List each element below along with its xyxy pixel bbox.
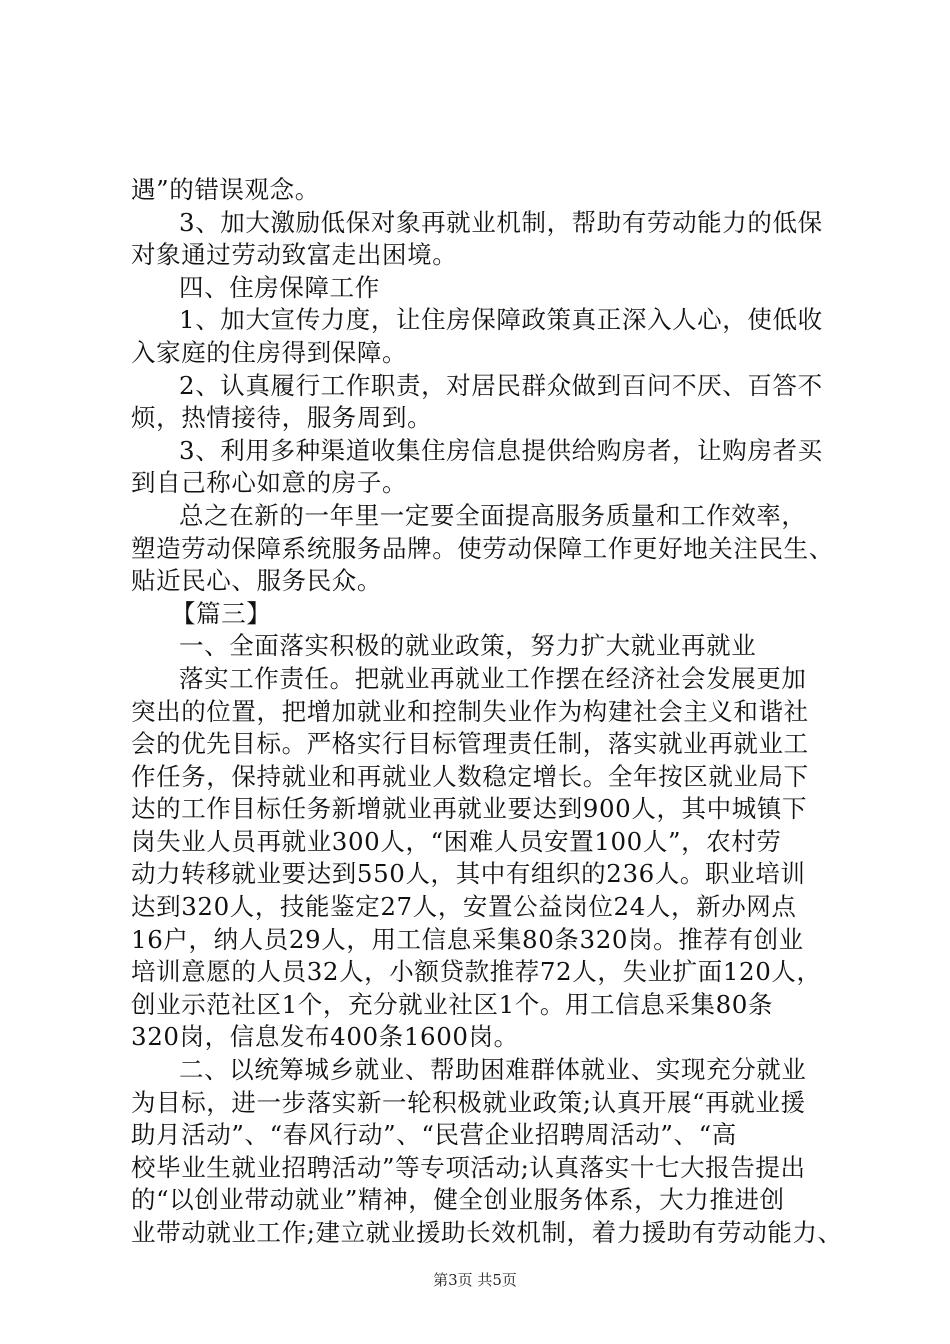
- paragraph-line: 校毕业生就业招聘活动”等专项活动;认真落实十七大报告提出: [131, 1152, 806, 1182]
- page-number-footer: 第3页 共5页: [433, 1271, 517, 1289]
- paragraph-line: 岗失业人员再就业300人，“困难人员安置100人”，农村劳: [131, 826, 782, 856]
- paragraph-line: 落实工作责任。把就业再就业工作摆在经济社会发展更加: [179, 663, 807, 693]
- paragraph-line: 达到320人，技能鉴定27人，安置公益岗位24人，新办网点: [131, 892, 797, 922]
- paragraph-line: 到自己称心如意的房子。: [131, 468, 408, 498]
- section-title: 【篇三】: [171, 598, 272, 628]
- section-heading: 四、住房保障工作: [179, 272, 380, 302]
- paragraph-line: 业带动就业工作;建立就业援助长效机制，着力援助有劳动能力、: [131, 1218, 843, 1247]
- paragraph-line: 突出的位置，把增加就业和控制失业作为构建社会主义和谐社: [131, 696, 809, 726]
- paragraph-line: 培训意愿的人员32人，小额贷款推荐72人，失业扩面120人，: [131, 957, 822, 987]
- paragraph-line: 会的优先目标。严格实行目标管理责任制，落实就业再就业工: [131, 729, 809, 759]
- list-item-line: 3、利用多种渠道收集住房信息提供给购房者，让购房者买: [179, 435, 823, 465]
- paragraph-line: 总之在新的一年里一定要全面提高服务质量和工作效率，: [179, 500, 807, 530]
- list-item-line: 3、加大激励低保对象再就业机制，帮助有劳动能力的低保: [179, 207, 823, 237]
- paragraph-line: 的“以创业带动就业”精神，健全创业服务体系，大力推进创: [131, 1185, 785, 1215]
- paragraph-line: 作任务，保持就业和再就业人数稳定增长。全年按区就业局下: [131, 761, 809, 791]
- paragraph-line: 为目标，进一步落实新一轮积极就业政策;认真开展“再就业援: [131, 1087, 806, 1117]
- paragraph-line: 助月活动”、“春风行动”、“民营企业招聘周活动”、“高: [131, 1120, 737, 1150]
- paragraph-line: 对象通过劳动致富走出困境。: [131, 240, 458, 270]
- paragraph-line: 塑造劳动保障系统服务品牌。使劳动保障工作更好地关注民生、: [131, 533, 834, 563]
- paragraph-line: 达的工作目标任务新增就业再就业要达到900人，其中城镇下: [131, 794, 808, 824]
- paragraph-line: 烦，热情接待，服务周到。: [131, 403, 433, 433]
- paragraph-line: 贴近民心、服务民众。: [131, 566, 382, 596]
- paragraph-line: 二、以统筹城乡就业、帮助困难群体就业、实现充分就业: [179, 1055, 807, 1085]
- paragraph-line: 动力转移就业要达到550人，其中有组织的236人。职业培训: [131, 859, 806, 889]
- paragraph-line: 入家庭的住房得到保障。: [131, 337, 408, 367]
- list-item-line: 1、加大宣传力度，让住房保障政策真正深入人心，使低收: [179, 305, 823, 335]
- paragraph-line: 创业示范社区1个，充分就业社区1个。用工信息采集80条: [131, 989, 774, 1019]
- paragraph-line: 320岗，信息发布400条1600岗。: [131, 1022, 519, 1052]
- list-item-line: 2、认真履行工作职责，对居民群众做到百问不厌、百答不: [179, 370, 823, 400]
- paragraph-line: 16户，纳人员29人，用工信息采集80条320岗。推荐有创业: [131, 924, 804, 954]
- paragraph-line: 遇”的错误观念。: [131, 175, 320, 204]
- document-body: [131, 174, 843, 1250]
- section-heading: 一、全面落实积极的就业政策，努力扩大就业再就业: [179, 631, 757, 661]
